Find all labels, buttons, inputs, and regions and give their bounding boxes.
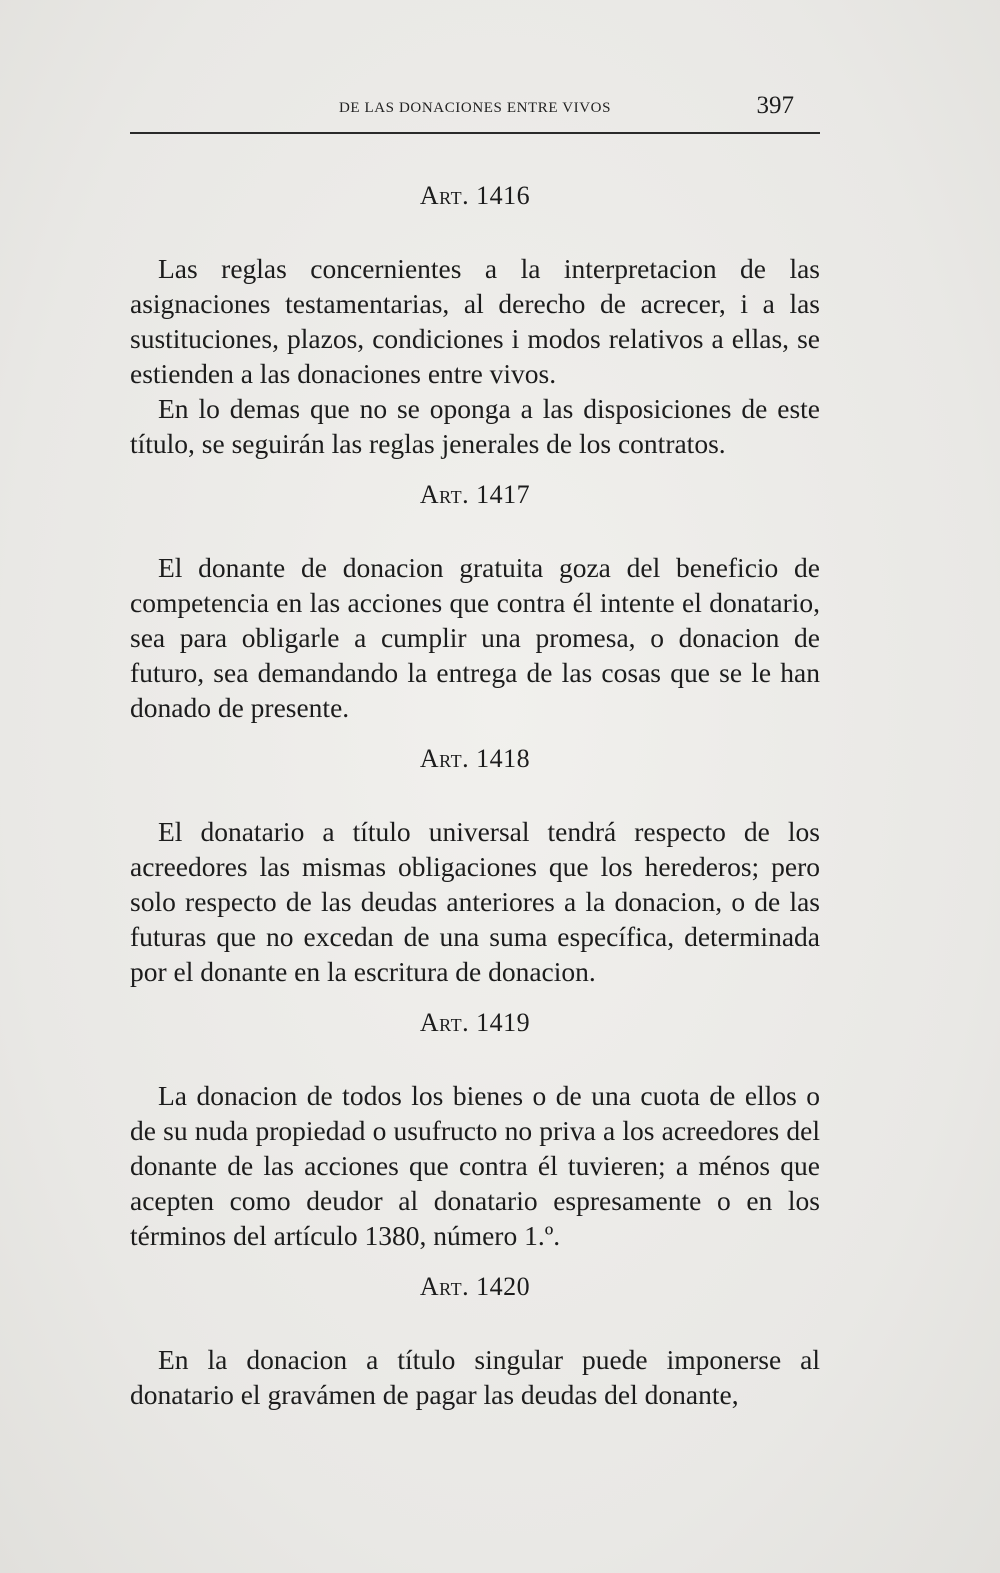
article-1416	[130, 178, 820, 461]
article-1419	[130, 1005, 820, 1253]
page-header	[130, 92, 820, 134]
article-heading: Art. 1419	[419, 1008, 531, 1037]
article-heading: Art. 1420	[419, 1272, 531, 1301]
article-heading: Art. 1418	[419, 744, 531, 773]
article-paragraph: El donante de donacion gratuita goza del beneficio de competencia en las acciones que contra él intente el donatario, sea para obligarle a cumplir una promesa, o donacion de futuro, sea demandando la entrega de las cosas que se le han donado de presente.	[130, 552, 820, 723]
article-paragraph: El donatario a título universal tendrá respecto de los acreedores las mismas obligaciones que los herederos; pero solo respecto de las deudas anteriores a la donacion, o de las futuras que no excedan de una suma específica, determinada por el donante en la escritura de donacion.	[130, 816, 820, 987]
page-body	[130, 178, 820, 1428]
article-1417	[130, 477, 820, 725]
page-number: 397	[756, 92, 794, 119]
article-heading: Art. 1417	[419, 480, 531, 509]
article-paragraph: La donacion de todos los bienes o de una cuota de ellos o de su nuda propiedad o usufructo no priva a los acreedores del donante de las acciones que contra él tuvieren; a ménos que acepten como deudor al donatario espresamente o en los términos del artículo 1380, número 1.º.	[130, 1080, 820, 1251]
running-title: DE LAS DONACIONES ENTRE VIVOS	[338, 100, 612, 116]
article-paragraph: En la donacion a título singular puede imponerse al donatario el gravámen de pagar las deudas del donante,	[130, 1344, 820, 1410]
article-1418	[130, 741, 820, 989]
article-paragraph: En lo demas que no se oponga a las disposiciones de este título, se seguirán las reglas jenerales de los contratos.	[130, 393, 820, 459]
article-heading: Art. 1416	[419, 181, 531, 210]
article-1420	[130, 1269, 820, 1412]
article-paragraph: Las reglas concernientes a la interpretacion de las asignaciones testamentarias, al derecho de acrecer, i a las sustituciones, plazos, condiciones i modos relativos a ellas, se estienden a las donaciones entre vivos.	[130, 253, 820, 389]
